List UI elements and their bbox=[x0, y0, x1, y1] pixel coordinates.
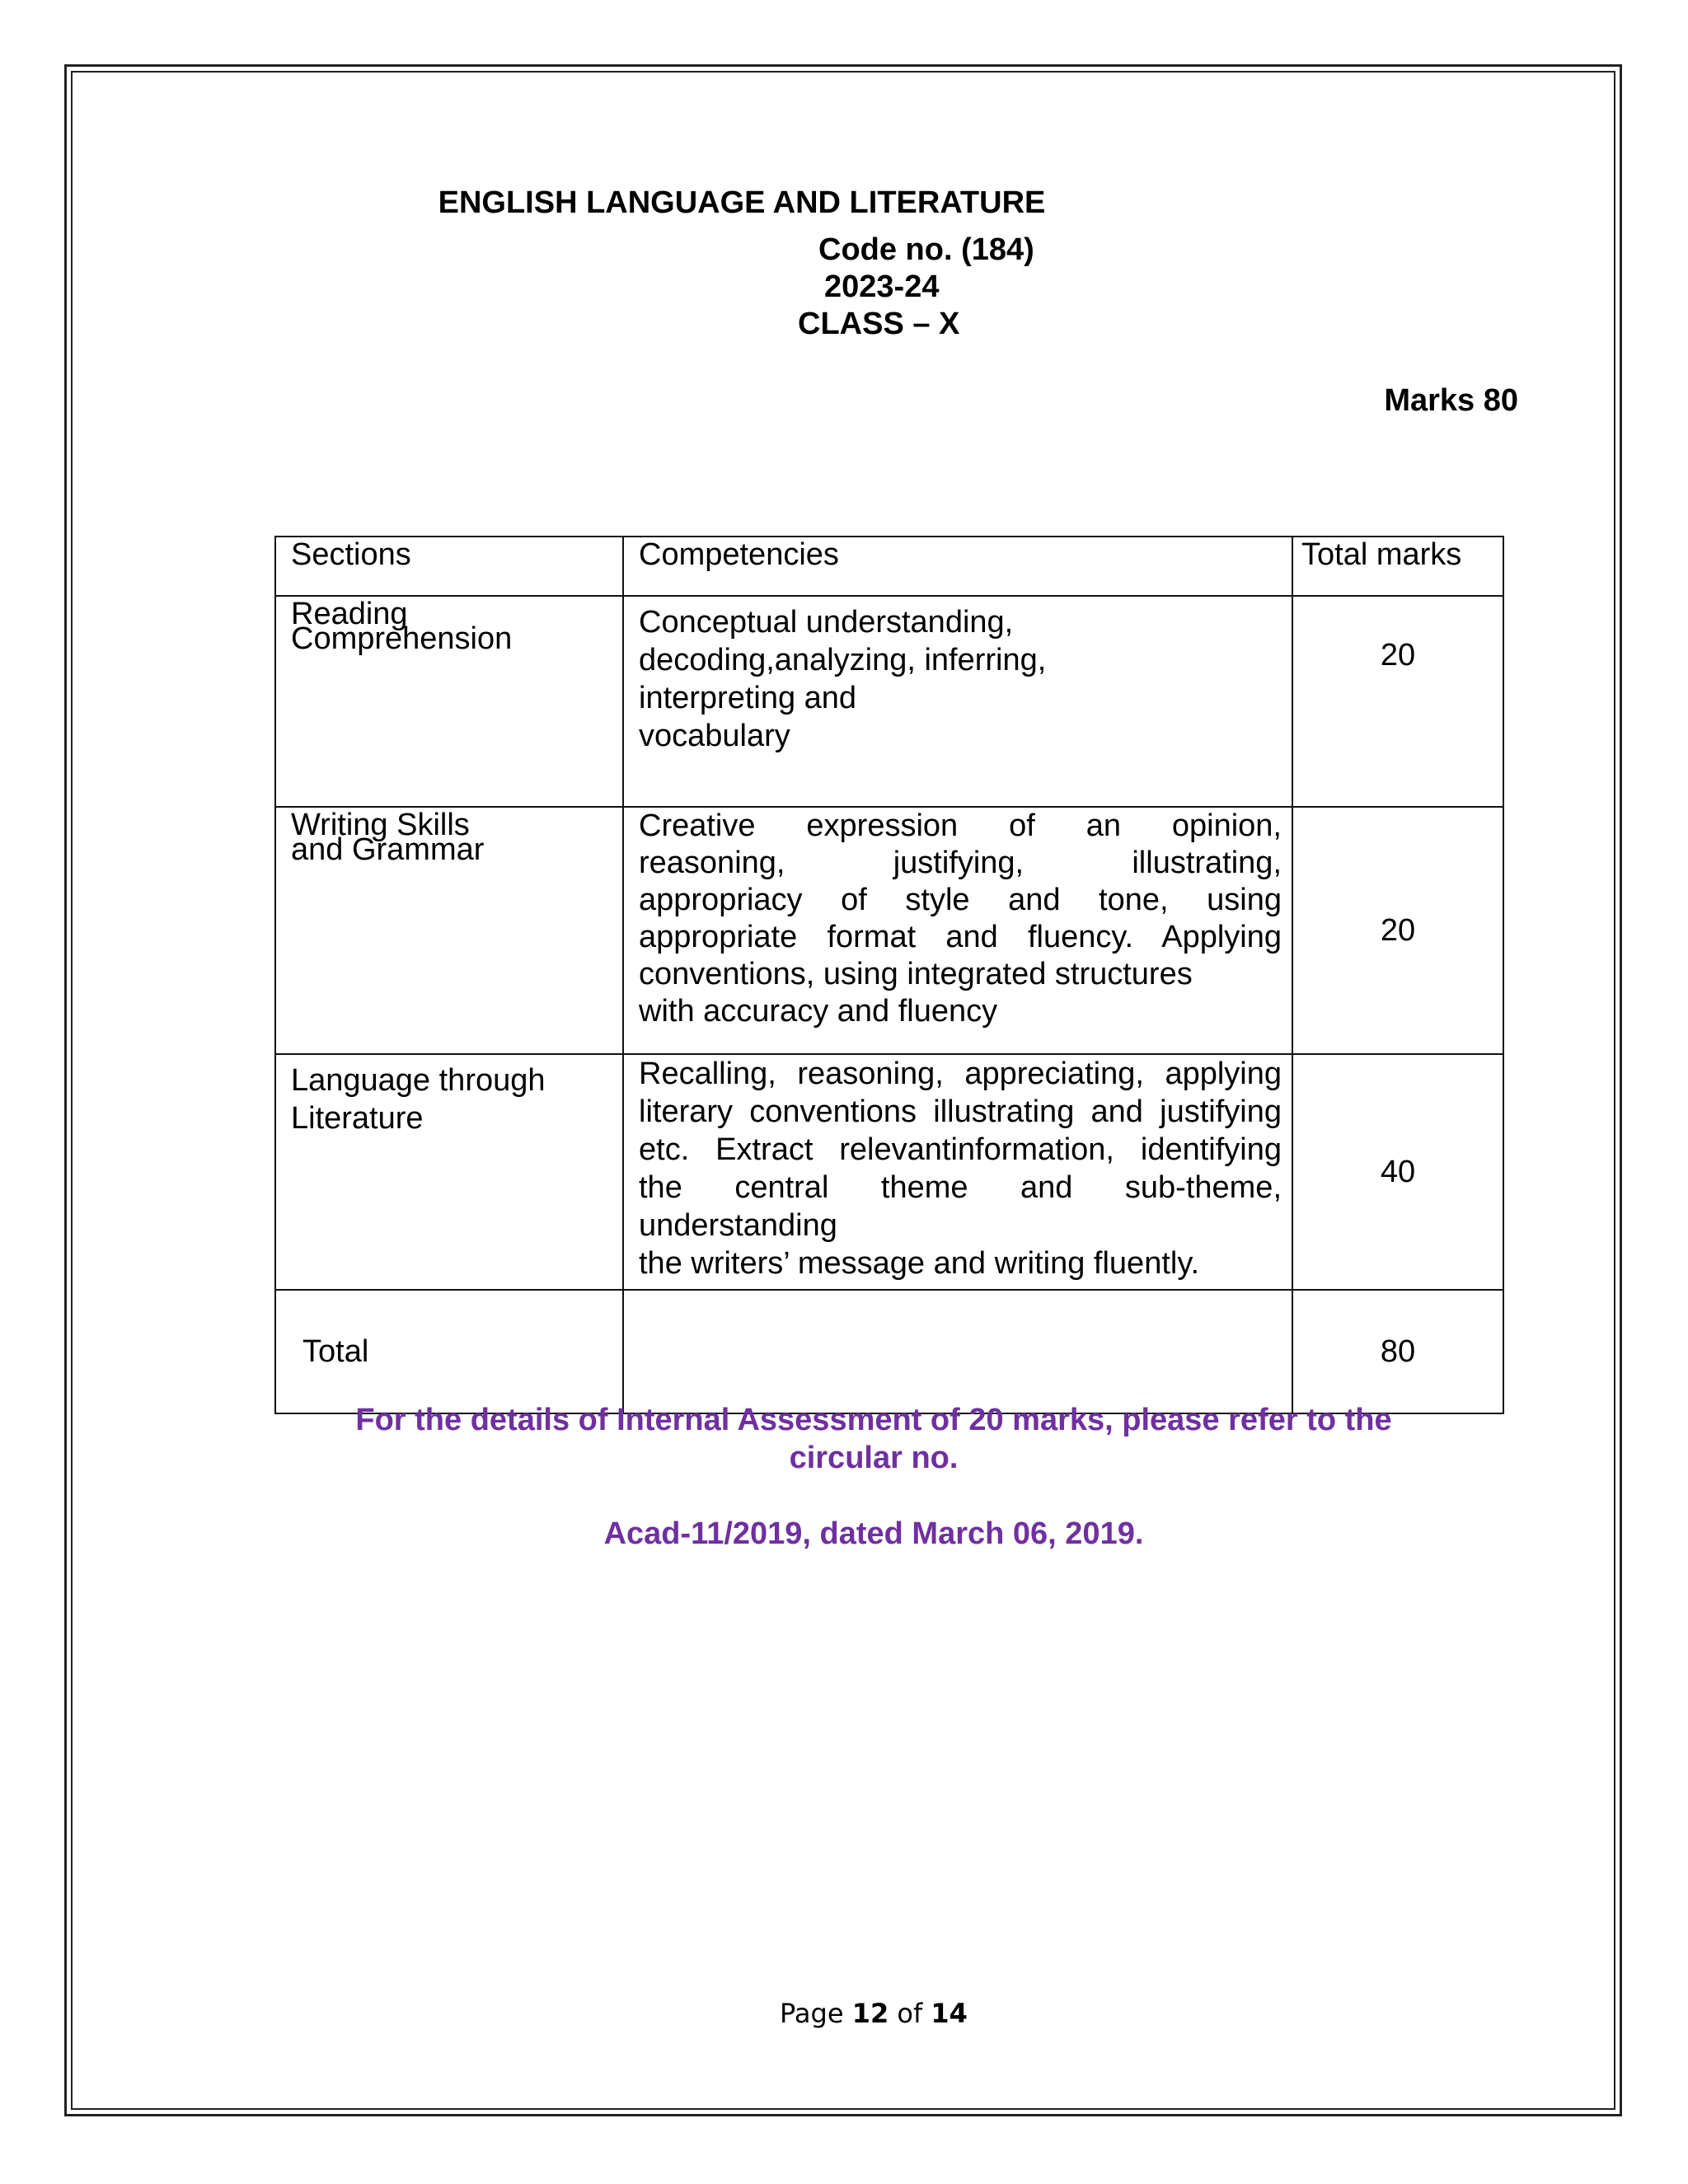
competency-line: understanding bbox=[639, 1208, 837, 1243]
document-title bbox=[0, 185, 1688, 221]
header-total-marks: Total marks bbox=[1292, 537, 1503, 596]
note-line: circular no. bbox=[789, 1441, 959, 1475]
table-total-row bbox=[275, 1290, 1503, 1413]
section-name-line: Writing Skills bbox=[291, 808, 470, 842]
page-number bbox=[780, 1998, 968, 2029]
competency-line: the central theme and sub-theme, bbox=[639, 1170, 1282, 1205]
competency-line: conventions, using integrated structures bbox=[639, 957, 1193, 991]
circular-reference bbox=[0, 1515, 1688, 1553]
note-line: For the details of Internal Assessment of 20 marks, please refer to the bbox=[355, 1403, 1392, 1437]
marks-cell: 20 bbox=[1292, 596, 1503, 807]
competency-line: appropriate format and fluency. Applying bbox=[639, 920, 1282, 954]
max-marks: Marks 80 bbox=[1384, 383, 1518, 418]
marks-cell: 40 bbox=[1292, 1054, 1503, 1290]
subject-code: Code no. (184) bbox=[818, 232, 1034, 267]
section-name bbox=[275, 1054, 623, 1290]
document-title-text: ENGLISH LANGUAGE AND LITERATURE bbox=[438, 185, 1046, 220]
competencies-cell bbox=[623, 1054, 1292, 1290]
section-name-line: Literature bbox=[291, 1101, 424, 1136]
page-prefix: Page bbox=[780, 1998, 844, 2029]
competency-line: decoding,analyzing, inferring, bbox=[639, 643, 1047, 677]
section-name-line: Reading bbox=[291, 597, 408, 631]
competency-line: literary conventions illustrating and justifying bbox=[639, 1094, 1282, 1129]
section-name-line: and Grammar bbox=[291, 832, 485, 867]
competency-line: the writers’ message and writing fluently. bbox=[639, 1246, 1200, 1281]
marks-distribution-table bbox=[274, 536, 1504, 1414]
total-marks: 80 bbox=[1292, 1290, 1503, 1413]
internal-assessment-note bbox=[0, 1401, 1688, 1477]
competency-line: etc. Extract relevantinformation, identifying bbox=[639, 1132, 1282, 1167]
page-footer bbox=[0, 1998, 1688, 2029]
competency-line: Recalling, reasoning, appreciating, applying bbox=[639, 1057, 1282, 1091]
current-page: 12 bbox=[851, 1998, 889, 2029]
table-header-row bbox=[275, 537, 1503, 596]
total-label: Total bbox=[275, 1290, 623, 1413]
note-line: Acad-11/2019, dated March 06, 2019. bbox=[603, 1516, 1144, 1551]
header-competencies: Competencies bbox=[623, 537, 1292, 596]
competency-line: interpreting and bbox=[639, 681, 857, 715]
competency-line: with accuracy and fluency bbox=[639, 994, 998, 1029]
academic-year: 2023-24 bbox=[824, 269, 940, 304]
section-name bbox=[275, 596, 623, 807]
section-name-line: Language through bbox=[291, 1063, 546, 1098]
competency-line: appropriacy of style and tone, using bbox=[639, 883, 1282, 917]
marks-cell: 20 bbox=[1292, 807, 1503, 1054]
table-row bbox=[275, 596, 1503, 807]
class-label: CLASS – X bbox=[798, 307, 960, 341]
table-row bbox=[275, 807, 1503, 1054]
competency-line: vocabulary bbox=[639, 719, 790, 753]
header-sections: Sections bbox=[275, 537, 623, 596]
total-competencies-cell bbox=[623, 1290, 1292, 1413]
section-name-line: Comprehension bbox=[291, 621, 513, 656]
competencies-cell bbox=[623, 807, 1292, 1054]
competency-line: Creative expression of an opinion, bbox=[639, 808, 1282, 843]
competency-line: Conceptual understanding, bbox=[639, 605, 1014, 640]
total-pages: 14 bbox=[931, 1998, 968, 2029]
section-name bbox=[275, 807, 623, 1054]
competency-line: reasoning, justifying, illustrating, bbox=[639, 846, 1282, 880]
table-row bbox=[275, 1054, 1503, 1290]
competencies-cell bbox=[623, 596, 1292, 807]
page-of: of bbox=[897, 1998, 923, 2029]
